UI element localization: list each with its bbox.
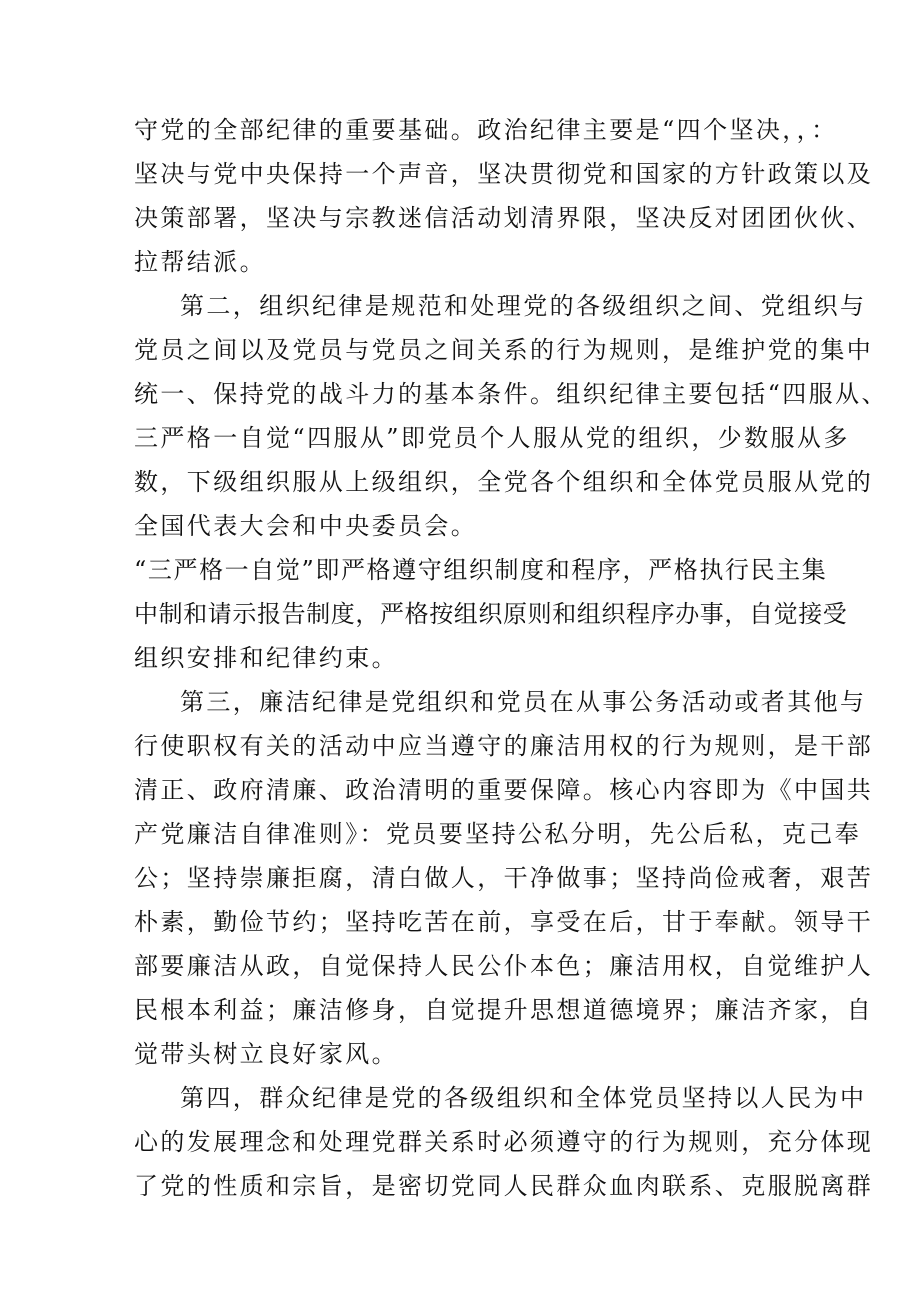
text-line: 觉带头树立良好家风。 <box>134 1040 398 1068</box>
text-line: 数，下级组织服从上级组织，全党各个组织和全体党员服从党的 <box>134 468 874 496</box>
text-line: 第三，廉洁纪律是党组织和党员在从事公务活动或者其他与 <box>180 688 867 716</box>
text-line: 部要廉洁从政，自觉保持人民公仆本色；廉洁用权，自觉维护人 <box>134 952 874 980</box>
text-line: 组织安排和纪律约束。 <box>134 644 398 672</box>
text-line: 党员之间以及党员与党员之间关系的行为规则，是维护党的集中 <box>134 336 874 364</box>
text-line: 坚决与党中央保持一个声音，坚决贯彻党和国家的方针政策以及 <box>134 160 874 188</box>
text-line: 三严格一自觉“四服从”即党员个人服从党的组织，少数服从多 <box>134 424 850 452</box>
text-line: 产党廉洁自律准则》：党员要坚持公私分明，先公后私，克己奉 <box>134 820 862 848</box>
text-line: 公；坚持崇廉拒腐，清白做人，干净做事；坚持尚俭戒奢，艰苦 <box>134 864 874 892</box>
text-line: 中制和请示报告制度，严格按组织原则和组织程序办事，自觉接受 <box>134 600 848 628</box>
text-line: 拉帮结派。 <box>134 248 266 276</box>
text-line: 心的发展理念和处理党群关系时必须遵守的行为规则，充分体现 <box>134 1128 874 1156</box>
text-line: 决策部署，坚决与宗教迷信活动划清界限，坚决反对团团伙伙、 <box>134 204 874 232</box>
text-line: 清正、政府清廉、政治清明的重要保障。核心内容即为《中国共 <box>134 776 874 804</box>
text-line: “三严格一自觉”即严格遵守组织制度和程序，严格执行民主集 <box>134 556 828 584</box>
text-line: 第四，群众纪律是党的各级组织和全体党员坚持以人民为中 <box>180 1084 867 1112</box>
text-line: 民根本利益；廉洁修身，自觉提升思想道德境界；廉洁齐家，自 <box>134 996 874 1024</box>
text-line: 统一、保持党的战斗力的基本条件。组织纪律主要包括“四服从、 <box>134 380 888 408</box>
text-line: 朴素，勤俭节约；坚持吃苦在前，享受在后，甘于奉献。领导干 <box>134 908 874 936</box>
text-line: 了党的性质和宗旨，是密切党同人民群众血肉联系、克服脱离群 <box>134 1172 874 1200</box>
text-line: 行使职权有关的活动中应当遵守的廉洁用权的行为规则，是干部 <box>134 732 874 760</box>
text-line: 守党的全部纪律的重要基础。政治纪律主要是“四个坚决，，： <box>134 116 838 144</box>
text-line: 第二，组织纪律是规范和处理党的各级组织之间、党组织与 <box>180 292 867 320</box>
text-line: 全国代表大会和中央委员会。 <box>134 512 478 540</box>
